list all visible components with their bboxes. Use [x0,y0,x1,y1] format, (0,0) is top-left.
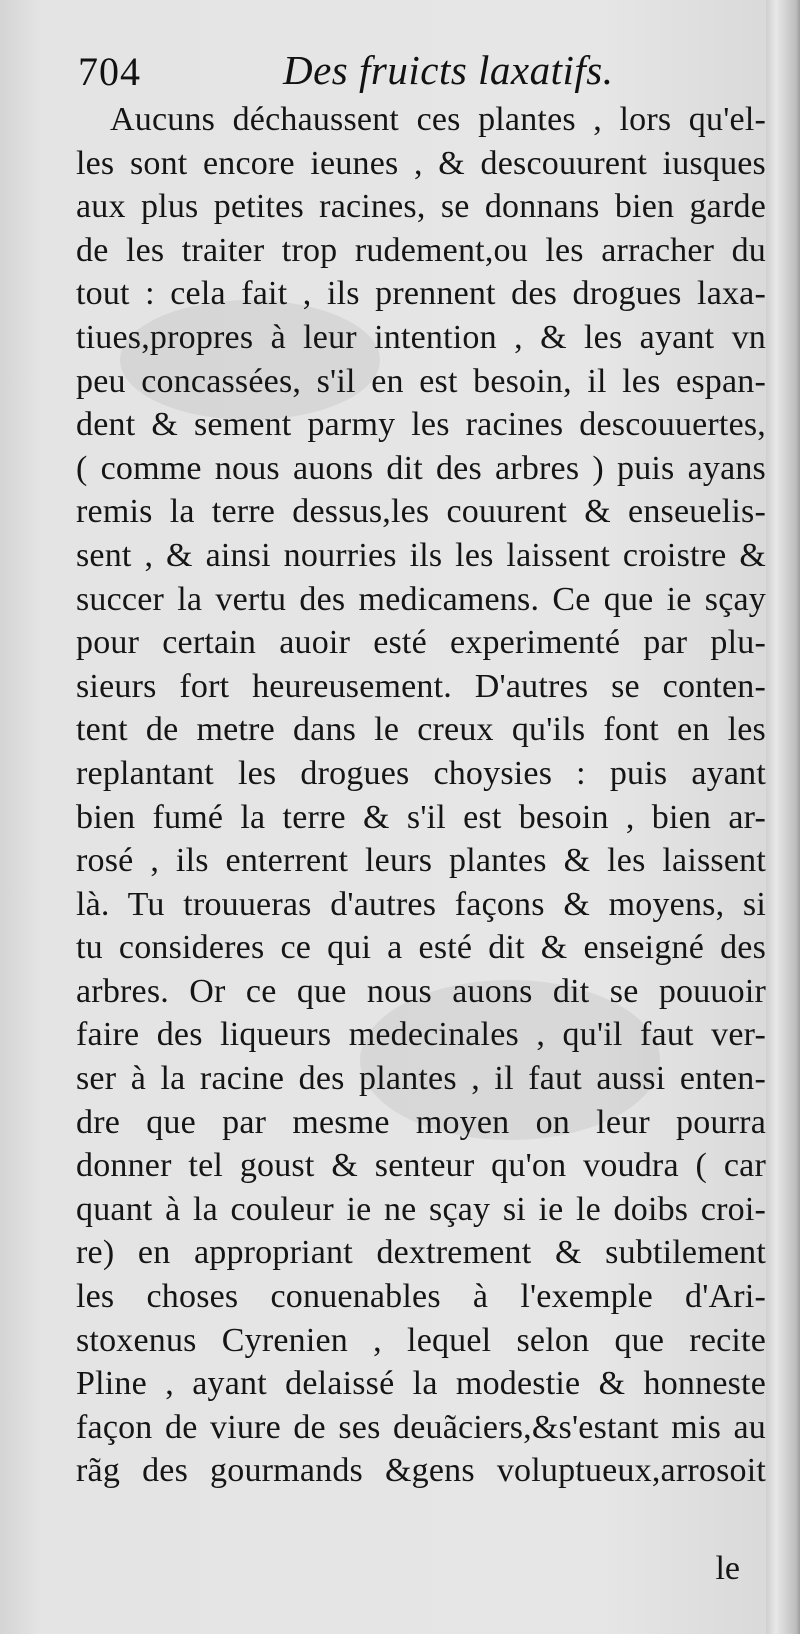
text-line: les sont encore ieunes , & descouurent iusques [76,144,766,182]
text-line: de les traiter trop rudement,ou les arracher du [76,231,766,269]
page-header [78,42,718,98]
text-line: pour certain auoir esté experimenté par plu- [76,624,766,662]
text-line: façon de viure de ses deuãciers,&s'estant mis au [76,1408,766,1446]
text-line: replantant les drogues choysies : puis ayant [76,754,766,792]
text-line: Aucuns déchaussent ces plantes , lors qu'el- [110,101,766,138]
body-text [76,98,766,1493]
text-line: quant à la couleur ie ne sçay si ie le doibs croi- [76,1190,766,1228]
text-line: succer la vertu des medicamens. Ce que ie sçay [76,580,766,618]
text-line: aux plus petites racines, se donnans bien garde [76,188,766,226]
text-line: rãg des gourmands &gens voluptueux,arrosoit [76,1452,766,1490]
text-line: tout : cela fait , ils prennent des drogues laxa- [76,275,766,313]
text-line: sieurs fort heureusement. D'autres se conten- [76,667,766,705]
page-number: 704 [78,49,141,94]
text-line: stoxenus Cyrenien , lequel selon que recite [76,1321,766,1359]
text-line: Pline , ayant delaissé la modestie & honneste [76,1365,766,1403]
text-line: sent , & ainsi nourries ils les laissent croistre & [76,536,766,574]
text-line: rosé , ils enterrent leurs plantes & les laissent [76,842,766,880]
text-line: remis la terre dessus,les couurent & enseuelis- [76,493,766,531]
text-line: arbres. Or ce que nous auons dit se pouuoir [76,972,766,1010]
text-line: tent de metre dans le creux qu'ils font en les [76,711,766,749]
text-line: tiues,propres à leur intention , & les ayant vn [76,318,766,356]
text-line: dent & sement parmy les racines descouuertes, [76,406,766,444]
text-line: faire des liqueurs medecinales , qu'il faut ver- [76,1016,766,1054]
text-line: là. Tu trouueras d'autres façons & moyens, si [76,885,766,923]
text-line: ( comme nous auons dit des arbres ) puis ayans [76,449,766,487]
text-line: ser à la racine des plantes , il faut aussi enten- [76,1060,766,1098]
text-line: tu consideres ce qui a esté dit & enseigné des [76,929,766,967]
text-line: peu concassées, s'il en est besoin, il les espan- [76,362,766,400]
book-gutter [766,0,800,1634]
text-line: dre que par mesme moyen on leur pourra [76,1103,766,1141]
catchword: le [715,1550,740,1587]
text-line: re) en appropriant dextrement & subtilement [76,1234,766,1272]
text-line: bien fumé la terre & s'il est besoin , bien ar- [76,798,766,836]
text-line: les choses conuenables à l'exemple d'Ari- [76,1278,766,1316]
running-title: Des fruicts laxatifs. [283,47,614,93]
text-line: donner tel goust & senteur qu'on voudra ( car [76,1147,766,1185]
